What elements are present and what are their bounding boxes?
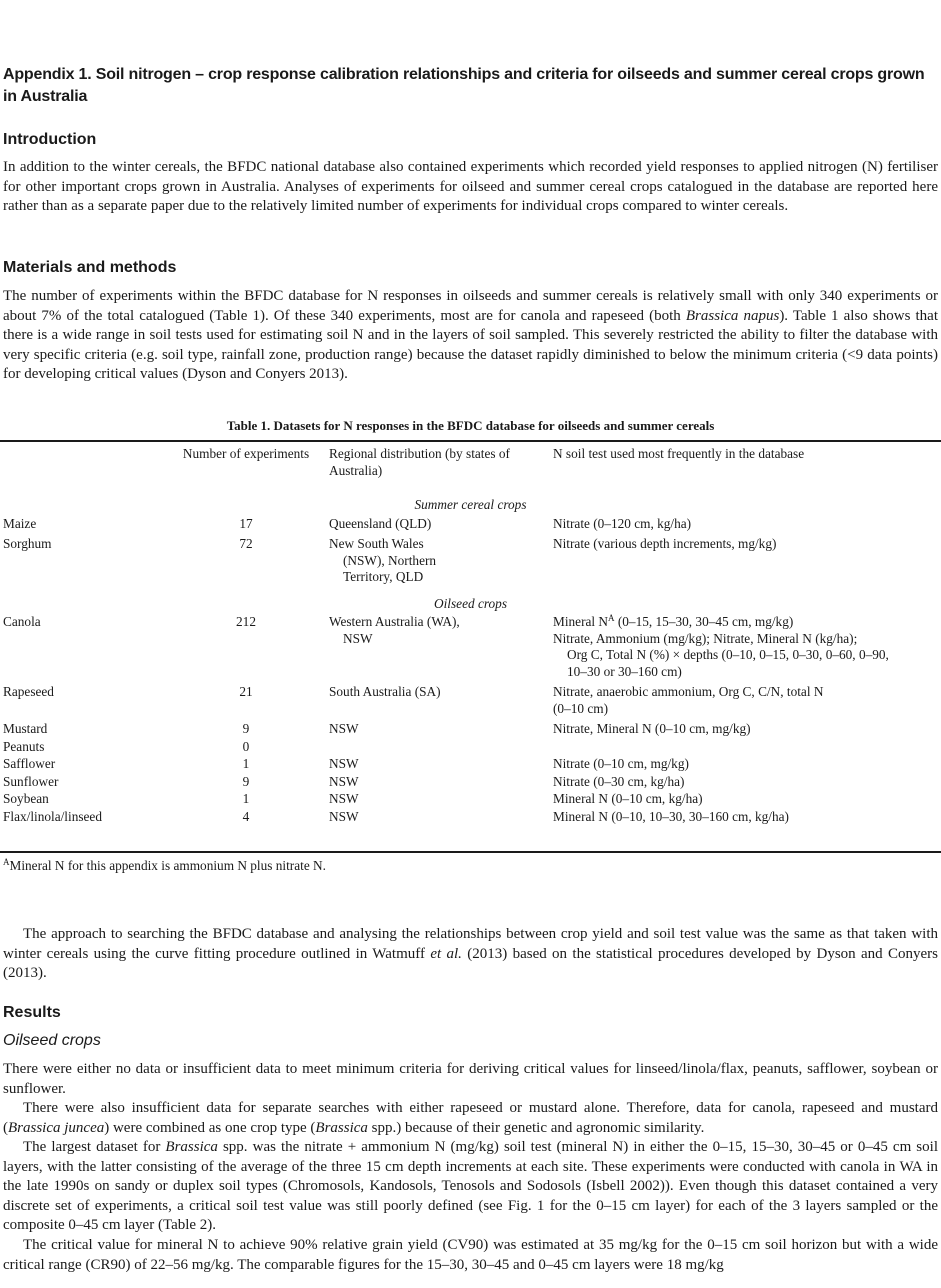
crop-cell: Peanuts <box>3 738 45 754</box>
table-caption: Table 1. Datasets for N responses in the BFDC database for oilseeds and summer cereals <box>226 418 715 433</box>
region-cell: NSW <box>329 808 359 824</box>
crop-cell: Safflower <box>3 756 56 771</box>
region-cell: NSW <box>329 791 359 806</box>
soil-test-cell: Nitrate (various depth increments, mg/kg) <box>553 536 777 551</box>
crop-cell: Soybean <box>3 791 49 806</box>
region-cell: South Australia (SA) <box>329 684 441 699</box>
crop-cell: Sunflower <box>3 773 59 789</box>
oilseed-subheading: Oilseed crops <box>3 1032 101 1049</box>
results-paragraph-2: There were also insufficient data for separate searches with either rapeseed or mustard alone. Therefore, data for canola, rapeseed and mustard (Brassica juncea) were combined as one crop type (Brassica spp.) because of their genetic and agronomic similarity. <box>3 1100 938 1136</box>
crop-cell: Rapeseed <box>3 684 54 699</box>
soil-test-cell: Mineral $N^A$ (0–15, 15–30, 30–45 cm, mg/kg) Nitrate, Ammonium (mg/kg); Nitrate, Mineral N (kg/ha); Org C, Total N (%) × depths (0–10, 0–15, 0–30, 0–60, 0–90, 10–30 or 30–160 cm) <box>553 613 889 679</box>
experiments-cell: 17 <box>239 515 253 531</box>
table-top-rule <box>0 440 941 442</box>
crop-cell: Sorghum <box>3 536 52 551</box>
results-paragraph-3: The largest dataset for Brassica spp. was the nitrate + ammonium N (mg/kg) soil test (mineral N) in either the 0–15, 15–30, 30–45 or 0–45 cm soil layers, with the latter consisting of the average of the three 15 cm depth increments at each site. These experiments were conducted with canola in WA in the late 1990s on sandy or duplex soil types (Chromosols, Kandosols, Tenosols and Sodosols (Isbell 2002)). Even though this dataset contained a very discrete set of experiments, a critical soil test value was still poorly defined (see Fig. 1 for the 0–15 cm layer) for each of the 3 layers sampled or the composite 0–45 cm layer (Table 2). <box>3 1139 938 1233</box>
table-row <box>0 614 941 684</box>
soil-test-cell: Nitrate, anaerobic ammonium, Org C, C/N, total N (0–10 cm) <box>553 684 824 716</box>
methods-paragraph-1: The number of experiments within the BFDC database for N responses in oilseeds and summer cereals is relatively small with only 340 experiments or about 7% of the total catalogued (Table 1). Of these 340 experiments, most are for canola and rapeseed (both Brassica napus). Table 1 also shows that there is a wide range in soil tests used for estimating soil N and in the layers of soil sampled. This severely restricted the ability to filter the database with very specific criteria (e.g. soil type, rainfall zone, production range) because the dataset rapidly diminished to below the minimum criteria (<9 data points) for developing critical values (Dyson and Conyers 2013). <box>3 288 938 382</box>
soil-test-cell: Nitrate (0–30 cm, kg/ha) <box>553 773 685 789</box>
table-bottom-rule <box>0 851 941 853</box>
region-cell: New South Wales (NSW), Northern Territory, QLD <box>329 536 437 584</box>
experiments-cell: 9 <box>242 773 250 789</box>
experiments-cell: 72 <box>239 536 253 551</box>
section-row-oilseed <box>0 590 941 615</box>
experiments-cell: 9 <box>242 721 250 736</box>
experiments-cell: 1 <box>242 756 250 771</box>
results-heading: Results <box>3 1004 61 1021</box>
table-row <box>0 809 941 830</box>
results-paragraph-4: The critical value for mineral N to achieve 90% relative grain yield (CV90) was estimated at 35 mg/kg for the 0–15 cm soil horizon but with a wide critical range (CR90) of 22–56 mg/kg. The comparable figures for the 15–30, 30–45 and 0–45 cm layers were 18 mg/kg <box>3 1237 938 1273</box>
soil-test-cell: Mineral N (0–10 cm, kg/ha) <box>553 791 703 806</box>
introduction-paragraph: In addition to the winter cereals, the BFDC national database also contained experiments which recorded yield responses to applied nitrogen (N) fertiliser for other important crops grown in Australia. Analyses of experiments for oilseed and summer cereal crops catalogued in the database are reported here rather than as a separate paper due to the relatively limited number of experiments for individual crops compared to winter cereals. <box>3 159 938 214</box>
crop-cell: Canola <box>3 614 41 629</box>
table-row <box>0 721 941 739</box>
table-row <box>0 791 941 809</box>
header-experiments: Number of experiments <box>182 446 310 461</box>
section-row-summer <box>0 491 941 516</box>
appendix-title: Appendix 1. Soil nitrogen – crop response calibration relationships and criteria for oilseeds and summer cereal crops grown in Australia <box>3 66 925 105</box>
experiments-cell: 4 <box>242 808 250 824</box>
table-row <box>0 774 941 792</box>
table-row <box>0 756 941 774</box>
header-regional: Regional distribution (by states of Australia) <box>329 446 510 478</box>
methods-paragraph-2: The approach to searching the BFDC database and analysing the relationships between crop yield and soil test value was the same as that taken with winter cereals using the curve fitting procedure outlined in Watmuff et al. (2013) based on the statistical procedures developed by Dyson and Conyers (2013). <box>3 926 938 981</box>
results-paragraph-1: There were either no data or insufficient data to meet minimum criteria for deriving critical values for linseed/linola/flax, peanuts, safflower, soybean or sunflower. <box>3 1061 938 1097</box>
region-cell: NSW <box>329 756 359 771</box>
experiments-cell: 1 <box>242 791 250 806</box>
region-cell: Western Australia (WA), NSW <box>329 614 460 646</box>
experiments-cell: 0 <box>242 738 250 754</box>
region-cell: NSW <box>329 773 359 789</box>
table-header-row <box>0 446 941 479</box>
experiments-cell: 212 <box>236 614 256 629</box>
crop-cell: Mustard <box>3 721 48 736</box>
region-cell: NSW <box>329 721 359 736</box>
table-row <box>0 516 941 537</box>
section-label: Oilseed crops <box>434 595 507 611</box>
datasets-table <box>0 446 941 829</box>
crop-cell: Maize <box>3 515 37 531</box>
methods-heading: Materials and methods <box>3 259 177 276</box>
table-footnote: $^A$Mineral N for this appendix is ammonium N plus nitrate N. <box>3 857 326 873</box>
introduction-heading: Introduction <box>3 131 97 148</box>
table-row <box>0 684 941 721</box>
crop-cell: Flax/linola/linseed <box>3 808 102 824</box>
soil-test-cell: Nitrate, Mineral N (0–10 cm, mg/kg) <box>553 721 751 736</box>
region-cell: Queensland (QLD) <box>329 515 432 531</box>
section-label: Summer cereal crops <box>414 497 527 512</box>
table-row <box>0 536 941 590</box>
soil-test-cell: Nitrate (0–10 cm, mg/kg) <box>553 756 689 771</box>
soil-test-cell: Nitrate (0–120 cm, kg/ha) <box>553 515 692 531</box>
soil-test-cell: Mineral N (0–10, 10–30, 30–160 cm, kg/ha) <box>553 808 789 824</box>
experiments-cell: 21 <box>239 684 253 699</box>
table-row <box>0 739 941 757</box>
header-soil-test: N soil test used most frequently in the database <box>553 446 805 461</box>
